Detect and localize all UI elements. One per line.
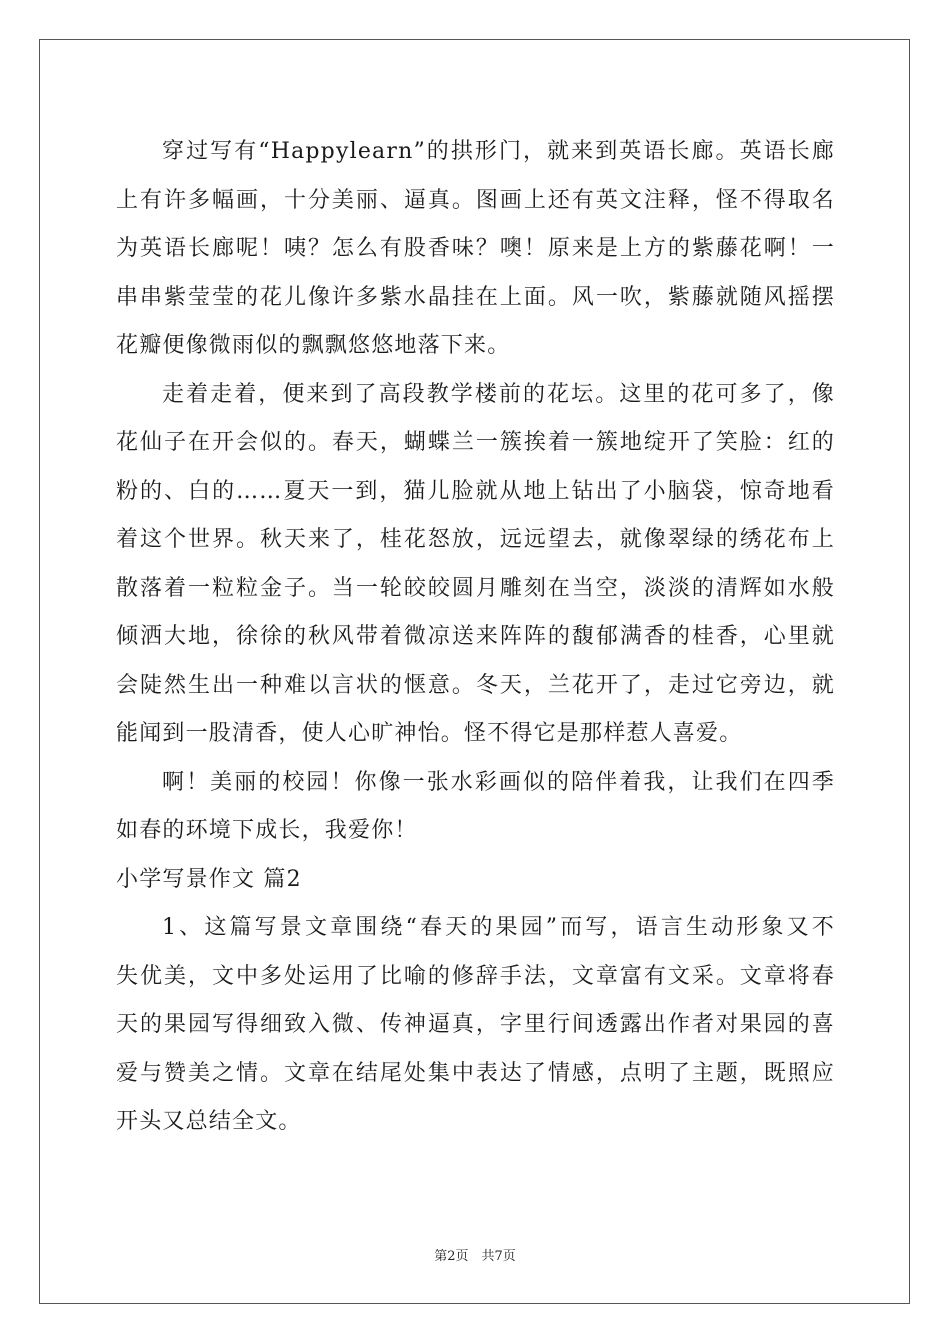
text-line: 倾洒大地，徐徐的秋风带着微凉送来阵阵的馥郁满香的桂香，心里就 bbox=[116, 624, 835, 649]
text-line: 开头又总结全文。 bbox=[116, 1109, 302, 1134]
text-line: 啊！美丽的校园！你像一张水彩画似的陪伴着我，让我们在四季 bbox=[162, 769, 835, 795]
text-line: 花仙子在开会似的。春天，蝴蝶兰一簇挨着一簇地绽开了笑脸：红的 bbox=[116, 430, 835, 455]
text-line: 天的果园写得细致入微、传神逼真，字里行间透露出作者对果园的喜 bbox=[116, 1012, 835, 1037]
text-line: 为英语长廊呢！咦？怎么有股香味？噢！原来是上方的紫藤花啊！一 bbox=[116, 236, 835, 261]
text-line: 会陡然生出一种难以言状的惬意。冬天，兰花开了，走过它旁边，就 bbox=[116, 672, 835, 698]
text-line: 上有许多幅画，十分美丽、逼真。图画上还有英文注释，怪不得取名 bbox=[116, 187, 835, 213]
text-line: 走着走着，便来到了高段教学楼前的花坛。这里的花可多了，像 bbox=[162, 381, 835, 407]
page-number-footer: 第2页 共7页 bbox=[434, 1249, 516, 1264]
paragraph-commentary bbox=[116, 904, 835, 1147]
text-line: 穿过写有“Happylearn”的拱形门，就来到英语长廊。英语长廊 bbox=[162, 139, 835, 164]
paragraph-closing bbox=[116, 759, 835, 856]
paragraph-english-corridor bbox=[116, 128, 835, 371]
text-line: 能闻到一股清香，使人心旷神怡。怪不得它是那样惹人喜爱。 bbox=[116, 721, 743, 746]
text-line: 粉的、白的……夏天一到，猫儿脸就从地上钻出了小脑袋，惊奇地看 bbox=[116, 478, 835, 504]
text-line: 如春的环境下成长，我爱你！ bbox=[116, 818, 418, 843]
section-heading: 小学写景作文 篇2 bbox=[116, 866, 302, 892]
text-line: 爱与赞美之情。文章在结尾处集中表达了情感，点明了主题，既照应 bbox=[116, 1060, 835, 1086]
text-line: 1、这篇写景文章围绕“春天的果园”而写，语言生动形象又不 bbox=[162, 915, 835, 940]
text-line: 着这个世界。秋天来了，桂花怒放，远远望去，就像翠绿的绣花布上 bbox=[116, 527, 835, 552]
paragraph-flower-bed bbox=[116, 371, 835, 759]
text-line: 散落着一粒粒金子。当一轮皎皎圆月雕刻在当空，淡淡的清辉如水般 bbox=[116, 575, 835, 601]
text-line: 失优美，文中多处运用了比喻的修辞手法，文章富有文采。文章将春 bbox=[116, 963, 835, 989]
document-body bbox=[116, 128, 835, 1147]
text-line: 串串紫莹莹的花儿像许多紫水晶挂在上面。风一吹，紫藤就随风摇摆 bbox=[116, 284, 835, 310]
text-line: 花瓣便像微雨似的飘飘悠悠地落下来。 bbox=[116, 333, 511, 358]
